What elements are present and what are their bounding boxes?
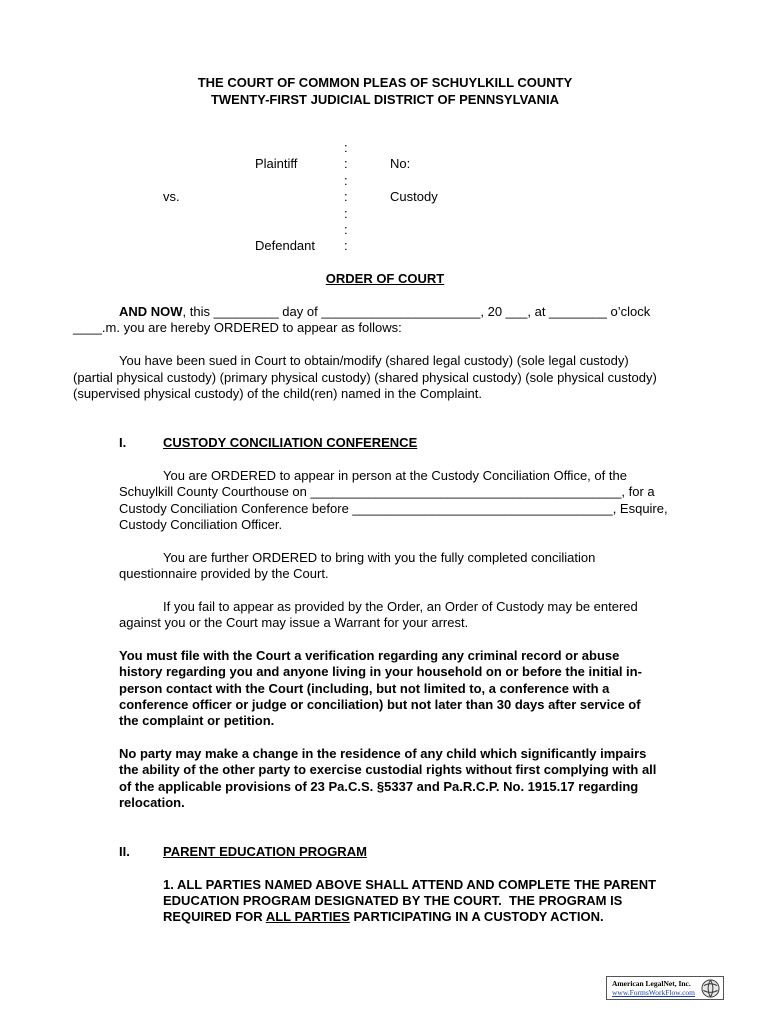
plaintiff-label: Plaintiff xyxy=(255,156,298,171)
questionnaire-paragraph-line: You are further ORDERED to bring with you the fully completed conciliation xyxy=(163,550,596,565)
parent-education-line xyxy=(163,909,604,926)
caption-colon: : xyxy=(344,206,348,221)
section-2-title: PARENT EDUCATION PROGRAM xyxy=(163,844,367,859)
intro-line-1 xyxy=(119,304,650,321)
court-name: THE COURT OF COMMON PLEAS OF SCHUYLKILL COUNTY xyxy=(197,75,573,90)
relocation-paragraph-line: No party may make a change in the residence of any child which significantly impairs xyxy=(119,746,647,761)
publisher-logo xyxy=(606,976,724,1000)
failure-paragraph-line: against you or the Court may issue a Warrant for your arrest. xyxy=(119,615,469,630)
caption-colon: : xyxy=(344,238,348,253)
parent-education-line: 1. ALL PARTIES NAMED ABOVE SHALL ATTEND AND COMPLETE THE PARENT xyxy=(163,877,657,892)
verification-paragraph-line: history regarding you and anyone living in your household on or before the initial in- xyxy=(119,664,642,679)
questionnaire-paragraph-line: questionnaire provided by the Court. xyxy=(119,566,329,581)
document-title: ORDER OF COURT xyxy=(325,271,445,286)
caption-colon: : xyxy=(344,222,348,237)
globe-icon xyxy=(701,979,720,998)
case-number-label: No: xyxy=(390,156,411,171)
caption-colon: : xyxy=(344,173,348,188)
section-2-number: II. xyxy=(119,844,130,859)
verification-paragraph-line: the complaint or petition. xyxy=(119,713,275,728)
relocation-paragraph-line: of the applicable provisions of 23 Pa.C.S. §5337 and Pa.R.C.P. No. 1915.17 regarding xyxy=(119,779,639,794)
sued-paragraph-line: (supervised physical custody) of the child(ren) named in the Complaint. xyxy=(73,386,482,401)
verification-paragraph-line: You must file with the Court a verification regarding any criminal record or abuse xyxy=(119,648,620,663)
all-parties-text: ALL PARTIES xyxy=(265,909,350,924)
case-type-label: Custody xyxy=(390,189,438,204)
parent-education-line: EDUCATION PROGRAM DESIGNATED BY THE COURT. THE PROGRAM IS xyxy=(163,893,623,908)
caption-colon: : xyxy=(344,156,348,171)
sued-paragraph-line: (partial physical custody) (primary physical custody) (shared physical custody) (sole physical custody) xyxy=(73,370,657,385)
participating-text: PARTICIPATING IN A CUSTODY ACTION. xyxy=(349,909,604,924)
relocation-paragraph-line: the ability of the other party to exercise custodial rights without first complying with all xyxy=(119,762,657,777)
conference-paragraph-line: Custody Conciliation Conference before ____________________________________, Esquire, xyxy=(119,501,668,516)
publisher-url[interactable]: www.FormsWorkFlow.com xyxy=(612,988,696,997)
and-now-text: AND NOW xyxy=(119,304,183,319)
section-1-title: CUSTODY CONCILIATION CONFERENCE xyxy=(163,435,418,450)
relocation-paragraph-line: relocation. xyxy=(119,795,185,810)
versus-label: vs. xyxy=(163,189,180,204)
sued-paragraph-line: You have been sued in Court to obtain/modify (shared legal custody) (sole legal custody) xyxy=(119,353,629,368)
conference-paragraph-line: Custody Conciliation Officer. xyxy=(119,517,283,532)
intro-line-1-rest: , this _________ day of ______________________, 20 ___, at ________ o’clock xyxy=(182,304,651,319)
caption-colon: : xyxy=(344,189,348,204)
district-name: TWENTY-FIRST JUDICIAL DISTRICT OF PENNSYLVANIA xyxy=(210,92,560,107)
conference-paragraph-line: You are ORDERED to appear in person at the Custody Conciliation Office, of the xyxy=(163,468,627,483)
verification-paragraph-line: conference officer or judge or conciliation) but not later than 30 days after service of xyxy=(119,697,641,712)
defendant-label: Defendant xyxy=(255,238,315,253)
publisher-name: American LegalNet, Inc. xyxy=(612,979,691,988)
section-1-number: I. xyxy=(119,435,127,450)
failure-paragraph-line: If you fail to appear as provided by the Order, an Order of Custody may be entered xyxy=(163,599,638,614)
caption-colon: : xyxy=(344,140,348,155)
conference-paragraph-line: Schuylkill County Courthouse on ___________________________________________, for a xyxy=(119,484,655,499)
verification-paragraph-line: person contact with the Court (including, but not limited to, a conference with a xyxy=(119,681,610,696)
intro-line-2: ____.m. you are hereby ORDERED to appear as follows: xyxy=(73,320,402,335)
required-for-text: REQUIRED FOR xyxy=(163,909,266,924)
